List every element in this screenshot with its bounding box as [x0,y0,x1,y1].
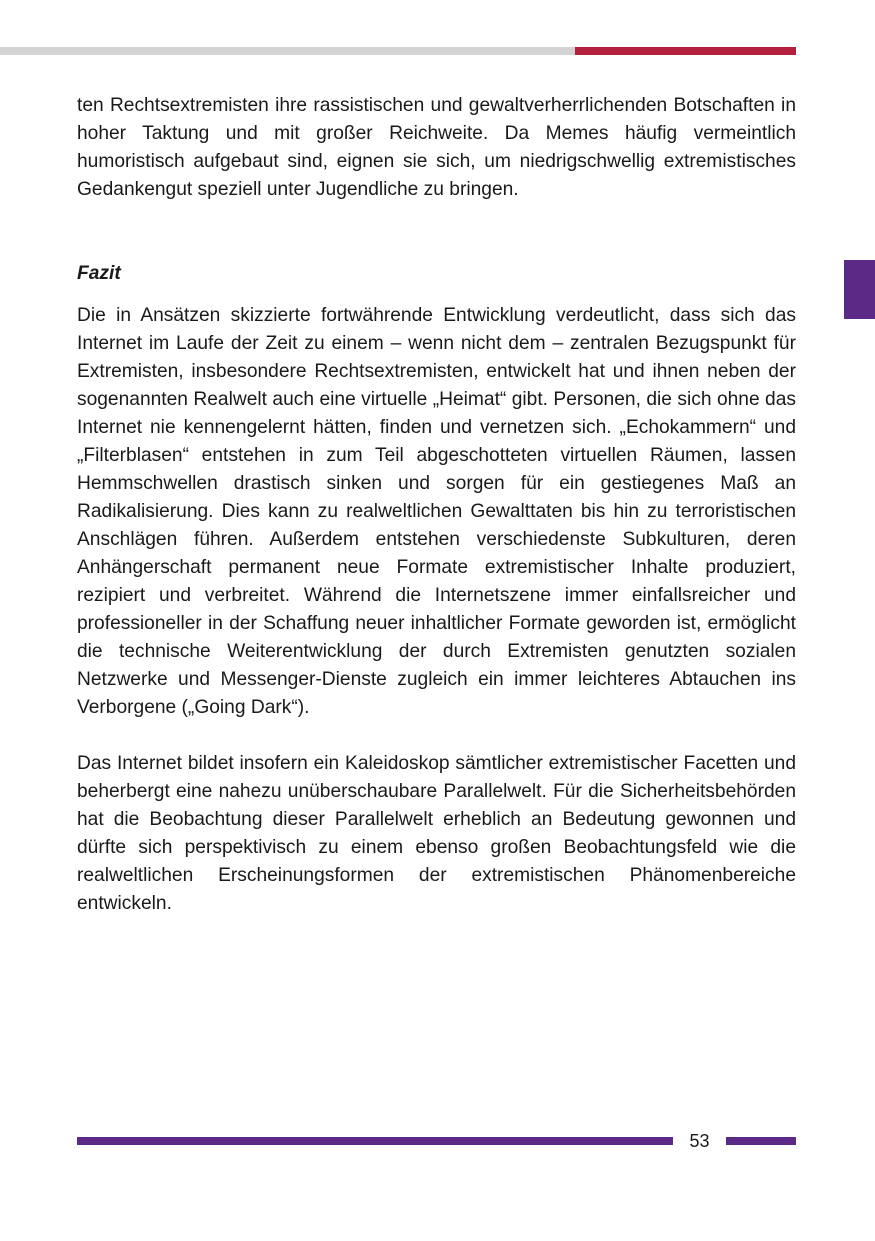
section-heading: Fazit [77,263,121,284]
footer-rule-right [726,1137,796,1145]
header-rule-gray [0,47,575,55]
paragraph-conclusion-1: Die in Ansätzen skizzierte fortwährende Entwicklung verdeutlicht, dass sich das Internet im Laufe der Zeit zu einem – wenn nicht dem – zentralen Bezugspunkt für Extremisten, insbesondere Rechtsextremisten, entwickelt hat und ihnen neben der sogenannten Realwelt auch eine virtuelle „Heimat“ gibt. Personen, die sich ohne das Internet nie kennengelernt hätten, finden und vernetzen sich. „Echokammern“ und „Filterblasen“ entstehen in zum Teil abgeschotteten virtuellen Räumen, lassen Hemmschwellen drastisch sinken und sorgen für ein gestiegenes Maß an Radikalisierung. Dies kann zu realweltlichen Gewalttaten bis hin zu terroristischen Anschlägen führen. Außerdem entstehen verschiedenste Subkulturen, deren Anhängerschaft permanent neue Formate extremistischer Inhalte produziert, rezipiert und verbreitet. Während die Internetszene immer einfallsreicher und professioneller in der Schaffung neuer inhaltlicher Formate geworden ist, ermöglicht die technische Weiterentwicklung der durch Extremisten genutzten sozialen Netzwerke und Messenger-Dienste zugleich ein immer leichteres Abtauchen ins Verborgene („Going Dark“). [77,305,796,718]
chapter-side-tab [844,260,875,319]
footer-rule-left [77,1137,673,1145]
page-body [77,92,796,918]
page-number: 53 [689,1131,710,1151]
paragraph-conclusion-2: Das Internet bildet insofern ein Kaleidoskop sämtlicher extremistischer Facetten und beherbergt eine nahezu unüberschaubare Parallelwelt. Für die Sicherheitsbehörden hat die Beobachtung dieser Parallelwelt erheblich an Bedeutung gewonnen und dürfte sich perspektivisch zu einem ebenso großen Beobachtungsfeld wie die realweltlichen Erscheinungsformen der extremistischen Phänomenbereiche entwickeln. [77,753,796,914]
header-rule-accent [575,47,796,55]
paragraph-intro: ten Rechtsextremisten ihre rassistischen und gewaltverherrlichenden Botschaften in hoher Taktung und mit großer Reichweite. Da Memes häufig vermeintlich humoristisch aufgebaut sind, eignen sie sich, um niedrigschwellig extremistisches Gedankengut speziell unter Jugendliche zu bringen. [77,95,796,200]
